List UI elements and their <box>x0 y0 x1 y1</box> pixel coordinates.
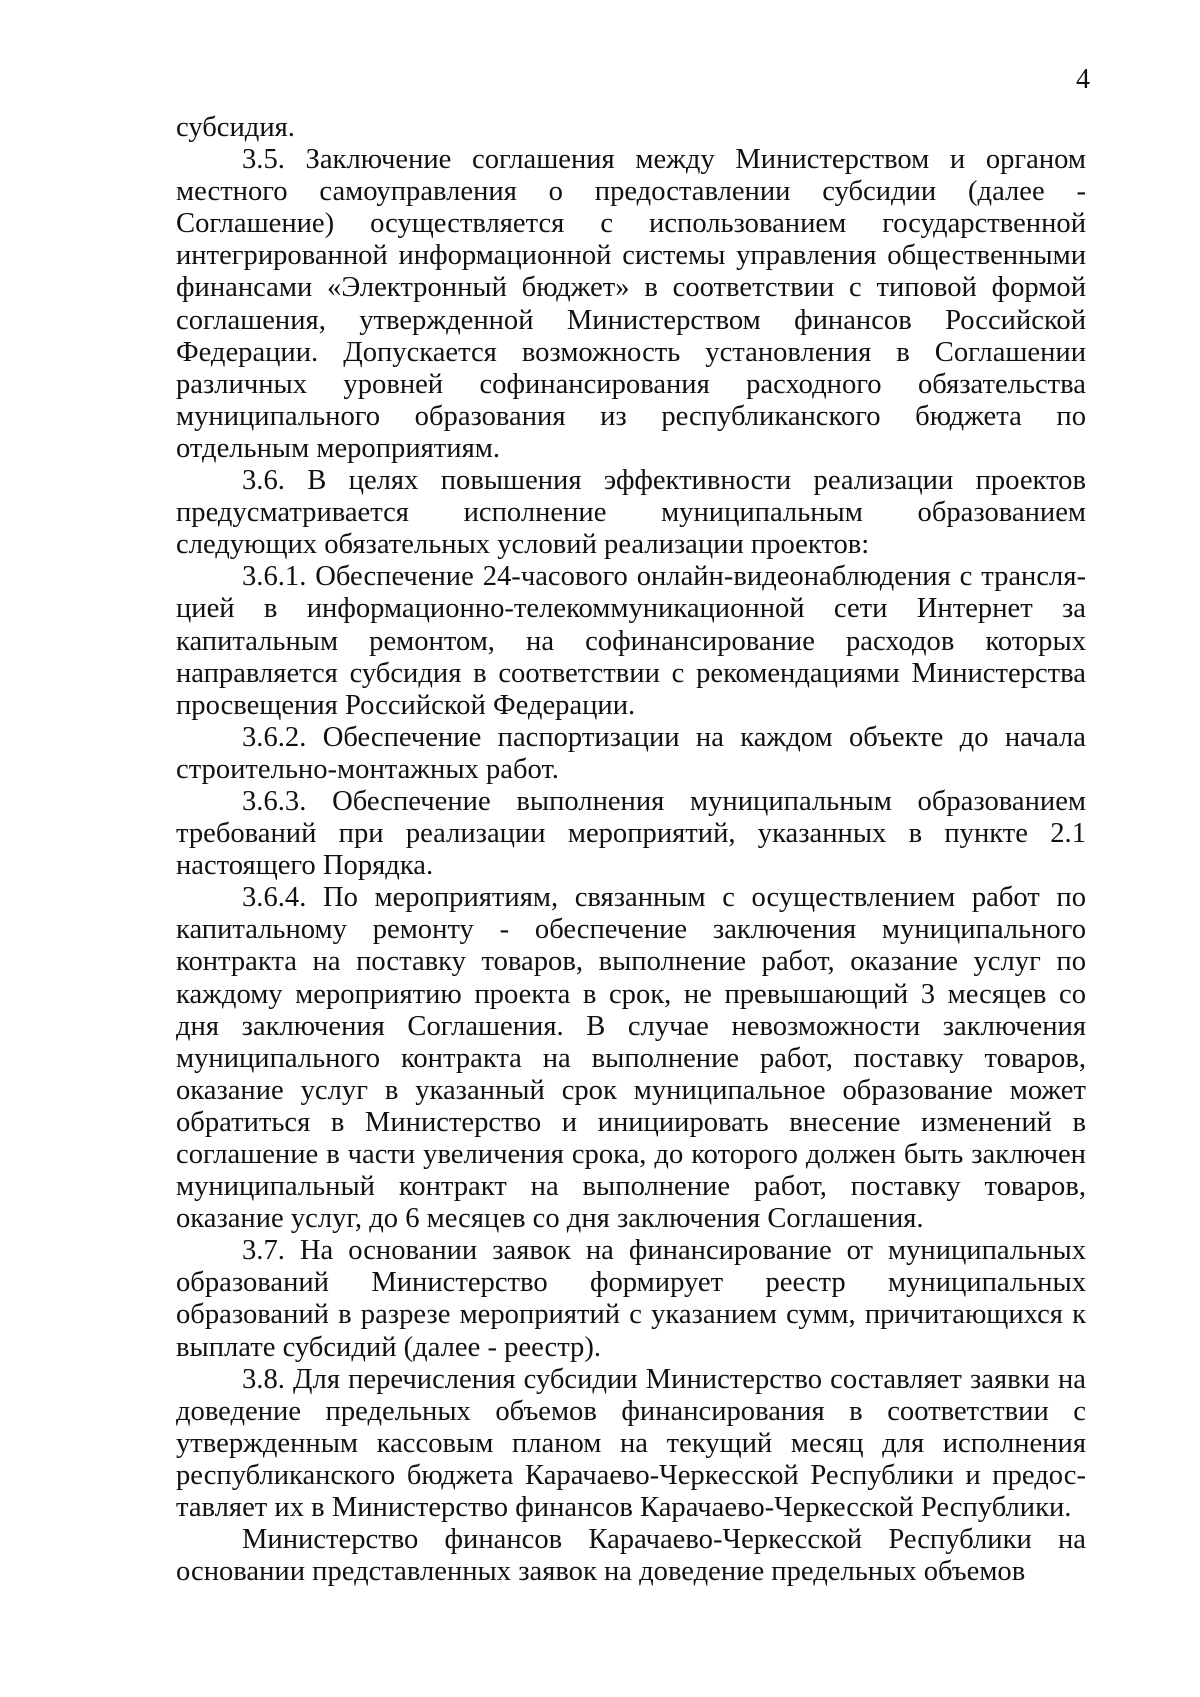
page-number: 4 <box>1076 64 1090 95</box>
paragraph-3-5: 3.5. Заключение соглашения между Министерством и органом местного самоуправления о предоставлении субсидии (далее - Соглашение) осуществляется с использованием государственной интегрированной информационной системы управления общественными финансами «Электронный бюджет» в соответствии с типовой формой соглашения, утвержденной Министерством финансов Российской Федерации. Допускается возможность установления в Соглашении различных уровней софинансирования расходного обязательства муниципального образования из республиканского бюджета по отдельным мероприятиям. <box>176 144 1086 464</box>
paragraph-3-6: 3.6. В целях повышения эффективности реализации проектов предусматривается исполнение муниципальным образованием следующих обязательных условий реализации проектов: <box>176 465 1086 561</box>
paragraph-3-6-3: 3.6.3. Обеспечение выполнения муниципальным образованием требований при реализации мероприятий, указанных в пункте 2.1 настоящего Порядка. <box>176 785 1086 882</box>
paragraph-continuation: субсидия. <box>176 112 295 143</box>
document-body <box>176 112 1086 1588</box>
paragraph-3-7: 3.7. На основании заявок на финансирование от муниципальных образований Министерство формирует реестр муниципальных образований в разрезе мероприятий с указанием сумм, причитающихся к выплате субсидий (далее - реестр). <box>176 1235 1086 1363</box>
paragraph-3-6-1: 3.6.1. Обеспечение 24-часового онлайн-видеонаблюдения с трансляцией в информационно-телекоммуникационной сети Интернет за капитальным ремонтом, на софинансирование расходов которых направляется субсидия в соответствии с рекомендациями Министерства просвещения Российской Федерации. <box>176 561 1086 721</box>
paragraph-3-6-2: 3.6.2. Обеспечение паспортизации на каждом объекте до начала строительно-монтажных работ. <box>176 721 1086 785</box>
paragraph-3-6-4: 3.6.4. По мероприятиям, связанным с осуществлением работ по капитальному ремонту - обеспечение заключения муниципального контракта на поставку товаров, выполнение работ, оказание услуг по каждому мероприятию проекта в срок, не превышающий 3 месяцев со дня заключения Соглашения. В случае невозможности заключения муниципального контракта на выполнение работ, поставку товаров, оказание услуг в указанный срок муниципальное образование может обратиться в Министерство и инициировать внесение изменений в соглашение в части увеличения срока, до которого должен быть заключен муниципальный контракт на выполнение работ, поставку товаров, оказание услуг, до 6 месяцев со дня заключения Соглашения. <box>176 882 1086 1235</box>
paragraph-3-8: 3.8. Для перечисления субсидии Министерство составляет заявки на доведение предельных объемов финансирования в соответствии с утвержденным кассовым планом на текущий месяц для исполнения республиканского бюджета Карачаево-Черкесской Республики и предоставляет их в Министерство финансов Карачаево-Черкесской Республики. <box>176 1363 1086 1524</box>
paragraph-ministry-finance: Министерство финансов Карачаево-Черкесской Республики на основании представленных заявок на доведение предельных объемов <box>176 1524 1086 1588</box>
